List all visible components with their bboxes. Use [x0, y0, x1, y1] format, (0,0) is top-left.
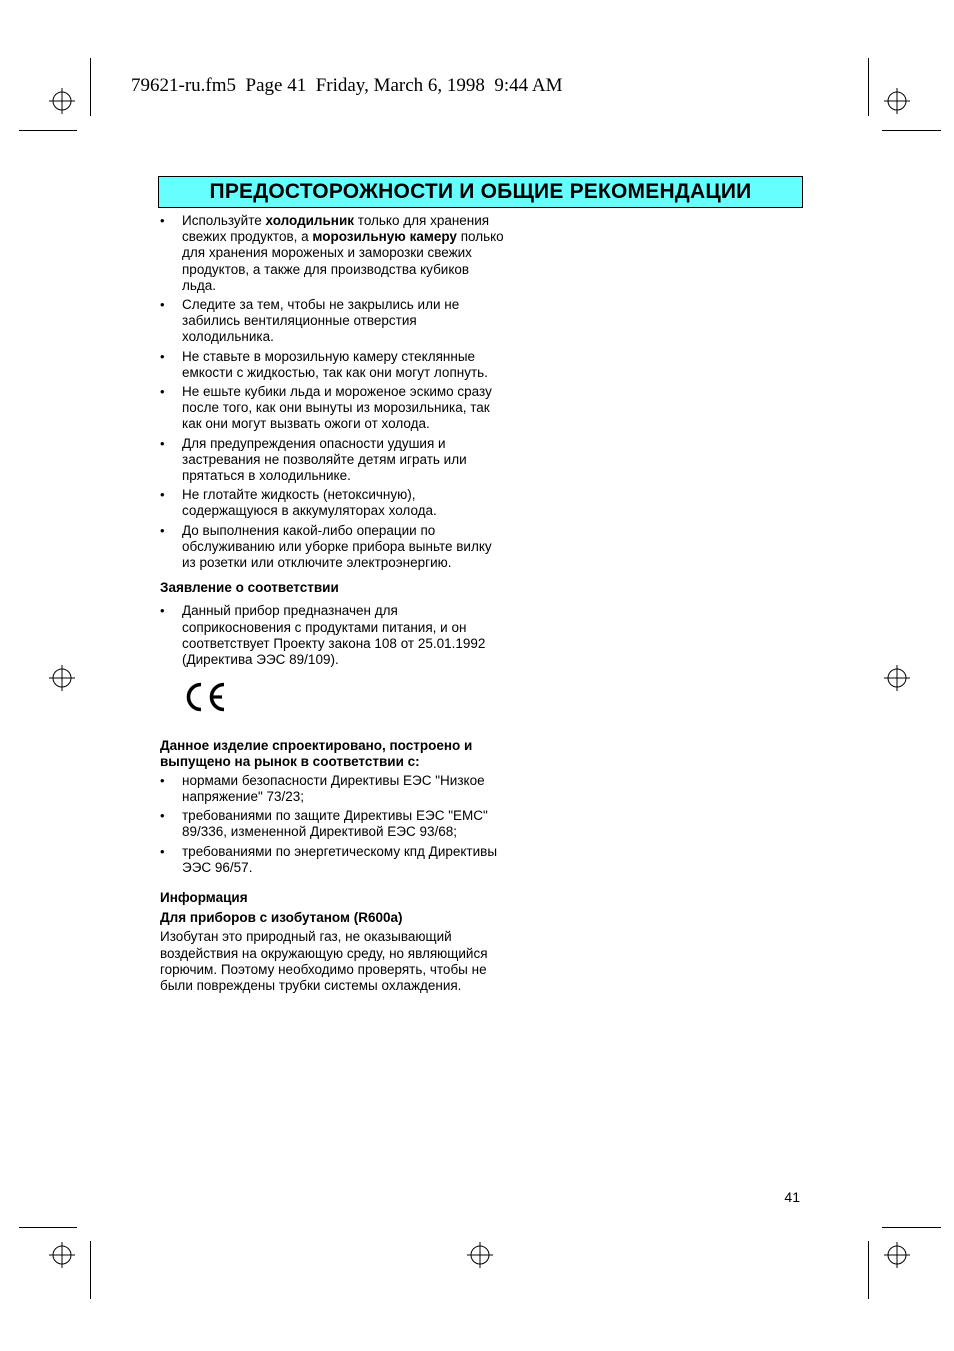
list-item: • Для предупреждения опасности удушия и застревания не позволяйте детям играть или прятаться в холодильнике. — [160, 436, 505, 485]
page-title: ПРЕДОСТОРОЖНОСТИ И ОБЩИЕ РЕКОМЕНДАЦИИ — [209, 180, 752, 203]
directives-list — [160, 773, 505, 876]
list-item: • требованиями по защите Директивы ЕЭС "EMC" 89/336, измененной Директивой ЕЭС 93/68; — [160, 808, 505, 840]
list-item: • Не глотайте жидкость (нетоксичную), содержащуюся в аккумуляторах холода. — [160, 487, 505, 519]
isobutane-subheading: Для приборов с изобутаном (R600a) — [160, 910, 403, 926]
list-item: • До выполнения какой-либо операции по обслуживанию или уборке прибора выньте вилку из розетки или отключите электроэнергию. — [160, 523, 505, 572]
list-item: • Используйте холодильник только для хранения свежих продуктов, а морозильную камеру полько для хранения мороженых и заморозки свежих продуктов, а также для производства кубиков льда. — [160, 213, 505, 294]
crop-mark-bottom-left-horizontal — [19, 1227, 77, 1228]
crop-mark-top-left-horizontal — [19, 130, 77, 131]
list-item: • нормами безопасности Директивы ЕЭС "Низкое напряжение" 73/23; — [160, 773, 505, 805]
conformity-heading: Заявление о соответствии — [160, 580, 339, 596]
content-column — [160, 213, 505, 994]
conformity-list — [160, 603, 505, 668]
file-header: 79621-ru.fm5 Page 41 Friday, March 6, 1998 9:44 AM — [131, 75, 563, 96]
registration-mark-top-left-icon — [49, 88, 75, 114]
page-title-box — [158, 176, 803, 208]
crop-mark-top-right-vertical — [868, 58, 869, 116]
registration-mark-bottom-left-icon — [49, 1242, 75, 1268]
crop-mark-top-right-horizontal — [882, 130, 941, 131]
crop-mark-top-left-vertical — [90, 58, 91, 116]
registration-mark-middle-left-icon — [49, 665, 75, 691]
crop-mark-bottom-right-vertical — [868, 1241, 869, 1299]
information-heading: Информация — [160, 889, 248, 905]
registration-mark-bottom-center-icon — [467, 1242, 493, 1268]
precautions-list — [160, 213, 505, 571]
registration-mark-middle-right-icon — [884, 665, 910, 691]
registration-mark-top-right-icon — [884, 88, 910, 114]
crop-mark-bottom-left-vertical — [90, 1241, 91, 1299]
crop-mark-bottom-right-horizontal — [882, 1227, 941, 1228]
list-item: • Данный прибор предназначен для соприкосновения с продуктами питания, и он соответствует Проекту закона 108 от 25.01.1992 (Директива ЭЭС 89/109). — [160, 603, 505, 668]
list-item: • Следите за тем, чтобы не закрылись или не забились вентиляционные отверстия холодильника. — [160, 297, 505, 346]
design-statement-heading: Данное изделие спроектировано, построено и выпущено на рынок в соответствии с: — [160, 738, 473, 770]
isobutane-paragraph: Изобутан это природный газ, не оказывающий воздействия на окружающую среду, но являющийся горючим. Поэтому необходимо проверять, чтобы не были повреждены трубки системы охлаждения. — [160, 929, 488, 993]
page-number: 41 — [784, 1189, 800, 1205]
ce-mark-icon — [182, 680, 505, 716]
list-item: • требованиями по энергетическому кпд Директивы ЭЭС 96/57. — [160, 844, 505, 876]
list-item: • Не ставьте в морозильную камеру стеклянные емкости с жидкостью, так как они могут лопнуть. — [160, 349, 505, 381]
registration-mark-bottom-right-icon — [884, 1242, 910, 1268]
list-item: • Не ешьте кубики льда и мороженое эскимо сразу после того, как они вынуты из морозильника, так как они могут вызвать ожоги от холода. — [160, 384, 505, 433]
